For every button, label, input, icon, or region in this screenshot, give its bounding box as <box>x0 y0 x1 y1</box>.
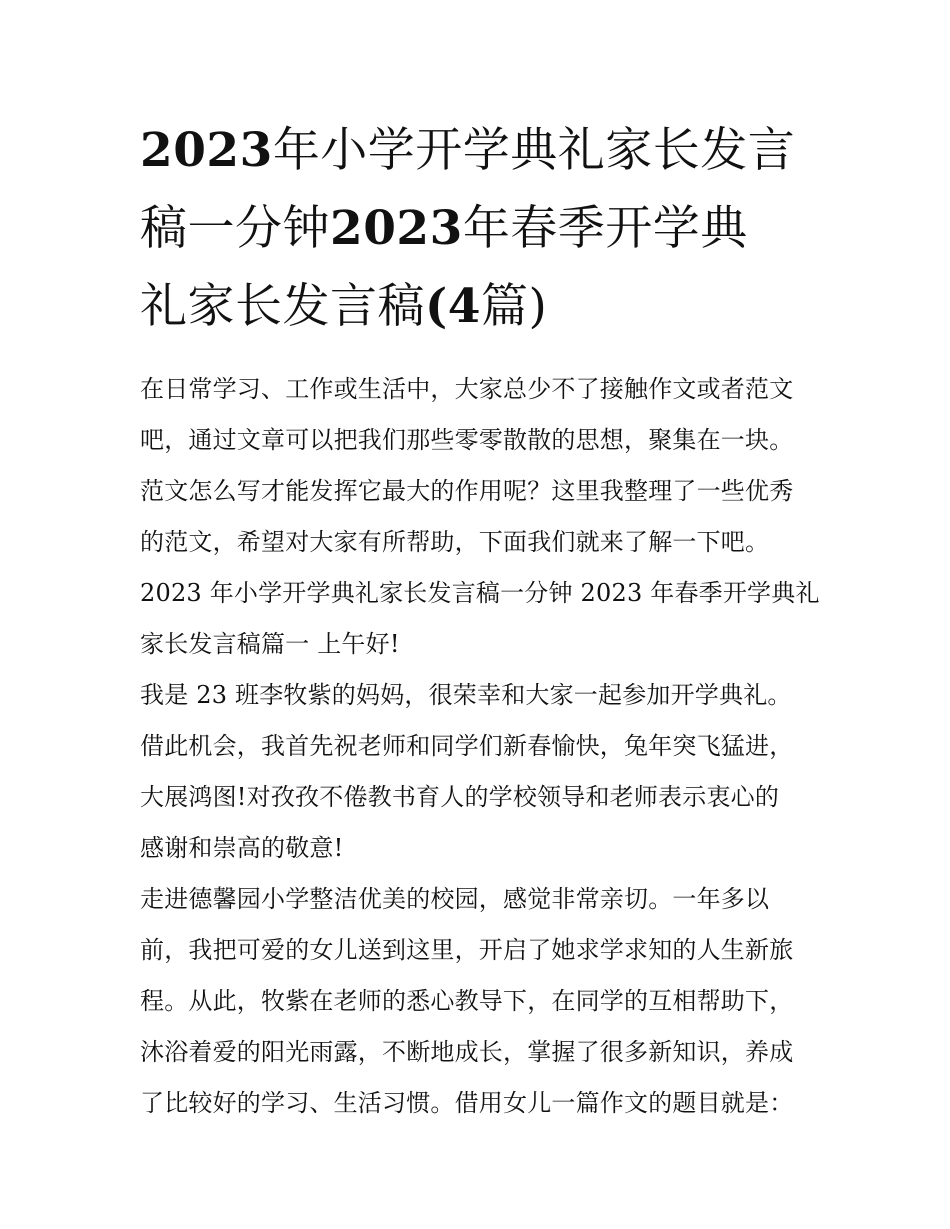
title-line-1 <box>140 112 820 190</box>
title-year-1: 2023 <box>140 123 273 178</box>
title-line-2 <box>140 190 820 268</box>
paragraph-line: 借此机会，我首先祝老师和同学们新春愉快，兔年突飞猛进， <box>140 732 794 760</box>
section-heading-paragraph <box>140 568 820 670</box>
body-paragraph-2 <box>140 874 820 1129</box>
paragraph-line: 了比较好的学习、生活习惯。借用女儿一篇作文的题目就是： <box>140 1089 794 1117</box>
title-line-3 <box>140 268 820 346</box>
document-body <box>140 364 820 1129</box>
title-year-2: 2023 <box>330 201 463 256</box>
title-text-3a: 礼家长发言稿 <box>140 279 425 334</box>
paragraph-line: 大展鸿图!对孜孜不倦教书育人的学校领导和老师表示衷心的 <box>140 783 780 811</box>
document-page <box>140 112 820 1129</box>
title-text-3b: 篇) <box>480 279 548 334</box>
paragraph-line: 沐浴着爱的阳光雨露，不断地成长，掌握了很多新知识，养成 <box>140 1038 794 1066</box>
paragraph-line: 走进德馨园小学整洁优美的校园，感觉非常亲切。一年多以 <box>140 885 770 913</box>
intro-line: 吧，通过文章可以把我们那些零零散散的思想，聚集在一块。 <box>140 426 794 454</box>
paragraph-line: 感谢和崇高的敬意! <box>140 834 344 862</box>
title-count-open: (4 <box>425 279 481 334</box>
heading-line: 家长发言稿篇一 上午好! <box>140 630 400 658</box>
intro-paragraph <box>140 364 820 568</box>
intro-line: 范文怎么写才能发挥它最大的作用呢？这里我整理了一些优秀 <box>140 477 794 505</box>
paragraph-line: 程。从此，牧紫在老师的悉心教导下，在同学的互相帮助下， <box>140 987 794 1015</box>
body-paragraph-1 <box>140 670 820 874</box>
paragraph-line: 前，我把可爱的女儿送到这里，开启了她求学求知的人生新旅 <box>140 936 794 964</box>
document-title <box>140 112 820 346</box>
title-text-1: 年小学开学典礼家长发言 <box>272 123 796 178</box>
paragraph-line: 我是 23 班李牧紫的妈妈，很荣幸和大家一起参加开学典礼。 <box>140 681 792 709</box>
title-text-2a: 稿一分钟 <box>140 201 330 256</box>
intro-line: 的范文，希望对大家有所帮助，下面我们就来了解一下吧。 <box>140 528 770 556</box>
intro-line: 在日常学习、工作或生活中，大家总少不了接触作文或者范文 <box>140 375 794 403</box>
heading-line: 2023 年小学开学典礼家长发言稿一分钟 2023 年春季开学典礼 <box>140 579 820 607</box>
title-text-2b: 年春季开学典 <box>462 201 748 256</box>
